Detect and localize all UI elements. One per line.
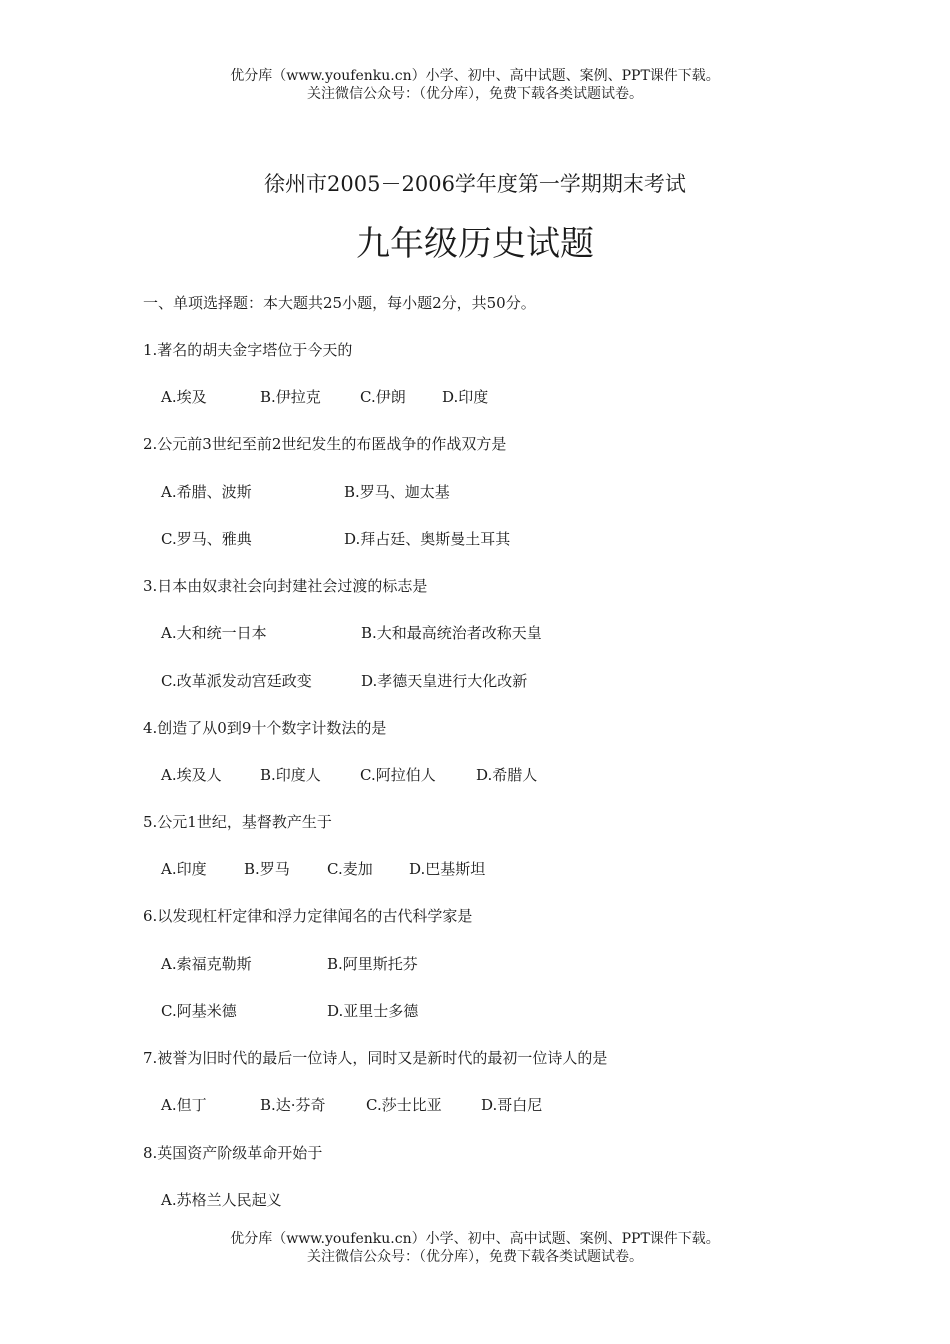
option: D.孝德天皇进行大化改新 xyxy=(361,672,528,690)
question-stem: 1.著名的胡夫金字塔位于今天的 xyxy=(143,341,353,359)
option: D.希腊人 xyxy=(476,766,538,784)
header-line-1: 优分库（www.youfenku.cn）小学、初中、高中试题、案例、PPT课件下载。 xyxy=(230,68,720,84)
page-header xyxy=(0,67,950,103)
option: C.伊朗 xyxy=(360,388,406,406)
option: D.巴基斯坦 xyxy=(409,860,486,878)
option: C.莎士比亚 xyxy=(366,1096,442,1114)
section-heading: 一、单项选择题：本大题共25小题，每小题2分，共50分。 xyxy=(143,294,536,312)
option: A.埃及 xyxy=(161,388,207,406)
option: A.大和统一日本 xyxy=(161,624,267,642)
question-stem: 6.以发现杠杆定律和浮力定律闻名的古代科学家是 xyxy=(143,907,473,925)
option: B.阿里斯托芬 xyxy=(327,955,418,973)
question-stem: 7.被誉为旧时代的最后一位诗人，同时又是新时代的最初一位诗人的是 xyxy=(143,1049,608,1067)
question-stem: 2.公元前3世纪至前2世纪发生的布匿战争的作战双方是 xyxy=(143,435,507,453)
option: C.罗马、雅典 xyxy=(161,530,252,548)
question-stem: 4.创造了从0到9十个数字计数法的是 xyxy=(143,719,387,737)
exam-subtitle: 徐州市2005－2006学年度第一学期期末考试 xyxy=(264,172,686,196)
option: B.大和最高统治者改称天皇 xyxy=(361,624,542,642)
option: B.罗马、迦太基 xyxy=(344,483,450,501)
option: B.印度人 xyxy=(260,766,321,784)
option: A.埃及人 xyxy=(161,766,222,784)
option: A.但丁 xyxy=(161,1096,207,1114)
option: C.麦加 xyxy=(327,860,373,878)
option: D.哥白尼 xyxy=(481,1096,543,1114)
option: B.罗马 xyxy=(244,860,290,878)
option: C.阿基米德 xyxy=(161,1002,237,1020)
question-stem: 8.英国资产阶级革命开始于 xyxy=(143,1144,323,1162)
option: D.拜占廷、奥斯曼土耳其 xyxy=(344,530,511,548)
footer-line-1: 优分库（www.youfenku.cn）小学、初中、高中试题、案例、PPT课件下载。 xyxy=(230,1231,720,1247)
header-line-2: 关注微信公众号：（优分库），免费下载各类试题试卷。 xyxy=(307,86,643,102)
option: C.改革派发动宫廷政变 xyxy=(161,672,312,690)
question-stem: 3.日本由奴隶社会向封建社会过渡的标志是 xyxy=(143,577,428,595)
option: B.伊拉克 xyxy=(260,388,321,406)
exam-title: 九年级历史试题 xyxy=(356,224,594,264)
option: D.印度 xyxy=(442,388,489,406)
option: A.印度 xyxy=(161,860,207,878)
page-footer xyxy=(0,1230,950,1266)
option: A.索福克勒斯 xyxy=(161,955,252,973)
option: C.阿拉伯人 xyxy=(360,766,436,784)
option: A.希腊、波斯 xyxy=(161,483,252,501)
option: D.亚里士多德 xyxy=(327,1002,419,1020)
option: A.苏格兰人民起义 xyxy=(161,1191,282,1209)
footer-line-2: 关注微信公众号：（优分库），免费下载各类试题试卷。 xyxy=(307,1249,643,1265)
option: B.达·芬奇 xyxy=(260,1096,326,1114)
question-stem: 5.公元1世纪，基督教产生于 xyxy=(143,813,332,831)
